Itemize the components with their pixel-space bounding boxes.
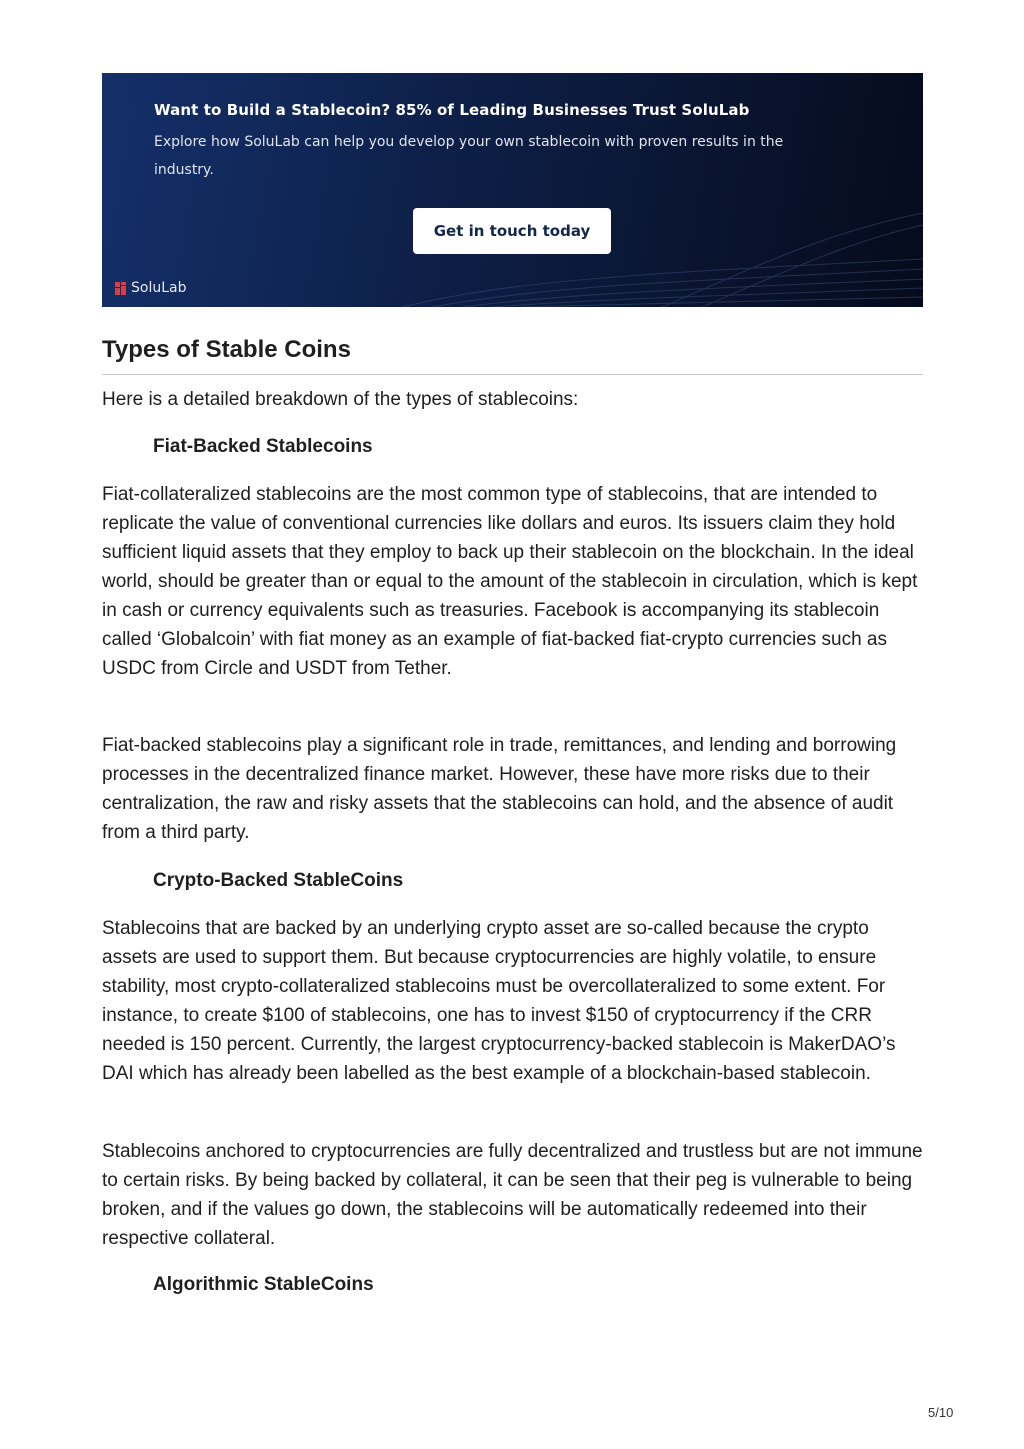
fiat-backed-heading: Fiat-Backed Stablecoins: [153, 436, 373, 457]
get-in-touch-button[interactable]: Get in touch today: [413, 208, 611, 254]
banner-description: Explore how SoluLab can help you develop your own stablecoin with proven results in the industry.: [154, 134, 784, 178]
intro-text: Here is a detailed breakdown of the types of stablecoins:: [102, 389, 579, 410]
fiat-backed-paragraph-2: Fiat-backed stablecoins play a significant role in trade, remittances, and lending and borrowing processes in the decentralized finance market. However, these have more risks due to their centralization, the raw and risky assets that the stablecoins can hold, and the absence of audit from a third party.: [102, 735, 897, 843]
brand-name: SoluLab: [131, 280, 187, 296]
section-heading: Types of Stable Coins: [102, 336, 923, 375]
crypto-backed-heading: Crypto-Backed StableCoins: [153, 870, 404, 891]
crypto-backed-paragraph-2: Stablecoins anchored to cryptocurrencies are fully decentralized and trustless but are not immune to certain risks. By being backed by collateral, it can be seen that their peg is vulnerable to being broken, and if the values go down, the stablecoins will be automatically redeemed into their respective collateral.: [102, 1141, 923, 1249]
banner-title: Want to Build a Stablecoin? 85% of Leading Businesses Trust SoluLab: [154, 101, 750, 119]
promo-banner[interactable]: [102, 73, 923, 307]
crypto-backed-paragraph-1: Stablecoins that are backed by an underlying crypto asset are so-called because the crypto assets are used to support them. But because cryptocurrencies are highly volatile, to ensure stability, most crypto-collateralized stablecoins must be overcollateralized to some extent. For instance, to create $100 of stablecoins, one has to invest $150 of cryptocurrency if the CRR needed is 150 percent. Currently, the largest cryptocurrency-backed stablecoin is MakerDAO’s DAI which has already been labelled as the best example of a blockchain-based stablecoin.: [102, 918, 896, 1084]
algorithmic-heading: Algorithmic StableCoins: [153, 1274, 374, 1295]
brand-mark: [115, 280, 186, 296]
solulab-logo-icon: [115, 282, 126, 295]
page-number: 5/10: [928, 1405, 954, 1420]
fiat-backed-paragraph-1: Fiat-collateralized stablecoins are the most common type of stablecoins, that are intended to replicate the value of conventional currencies like dollars and euros. Its issuers claim they hold sufficient liquid assets that they employ to back up their stablecoin on the blockchain. In the ideal world, should be greater than or equal to the amount of the stablecoin in circulation, which is kept in cash or currency equivalents such as treasuries. Facebook is accompanying its stablecoin called ‘Globalcoin’ with fiat money as an example of fiat-backed fiat-crypto currencies such as USDC from Circle and USDT from Tether.: [102, 484, 918, 679]
